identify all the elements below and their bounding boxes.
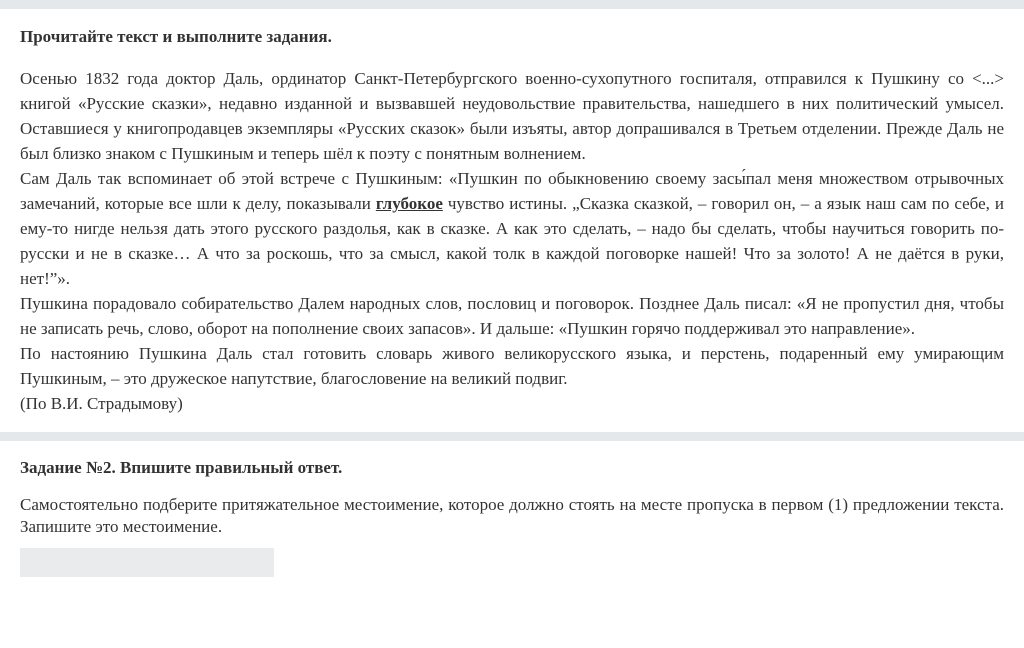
section-divider <box>0 432 1024 441</box>
task-description: Самостоятельно подберите притяжательное местоимение, которое должно стоять на месте пропуска в первом (1) предложении текста. Запишите это местоимение. <box>20 495 1004 536</box>
quote-text-after: чувство истины. „Сказка сказкой, – говорил он, – а язык наш сам по себе, и ему-то нигде нельзя дать этого русского раздолья, как в сказке. А как это сделать, – надо бы сделать, чтобы научиться говорить по-русски и не в сказке… А что за роскошь, что за смысл, какой толк в каждой поговорке нашей! Что за золото! А не даётся в руки, нет!”». <box>20 194 1004 288</box>
passage-paragraph-3: Пушкина порадовало собирательство Далем народных слов, пословиц и поговорок. Позднее Даль писал: «Я не пропустил дня, чтобы не записать речь, слово, оборот на пополнение своих запасов». И дальше: «Пушкин горячо поддерживал это направление». <box>20 294 1004 338</box>
task-section <box>0 458 1024 577</box>
top-divider <box>0 0 1024 9</box>
passage-paragraph-1: Осенью 1832 года доктор Даль, ординатор Санкт-Петербургского военно-сухопутного госпиталя, отправился к Пушкину со <...> книгой «Русские сказки», недавно изданной и вызвавшей неудовольствие правительства, нашедшего в них политический умысел. Оставшиеся у книгопродавцев экземпляры «Русских сказок» были изъяты, автор допрашивался в Третьем отделении. Прежде Даль не был близко знаком с Пушкиным и теперь шёл к поэту с понятным волнением. <box>20 69 1004 163</box>
passage-paragraph-2 <box>20 166 1004 291</box>
reading-section <box>0 27 1024 416</box>
passage-paragraph-4: По настоянию Пушкина Даль стал готовить словарь живого великорусского языка, и перстень, подаренный ему умирающим Пушкиным, – это дружеское напутствие, благословение на великий подвиг. <box>20 344 1004 388</box>
highlighted-word: глубокое <box>375 194 443 213</box>
task-title: Задание №2. Впишите правильный ответ. <box>20 458 343 477</box>
passage-source: (По В.И. Страдымову) <box>20 394 183 413</box>
reading-instruction: Прочитайте текст и выполните задания. <box>20 27 332 46</box>
quote-text-before: Сам Даль так вспоминает об этой встрече с Пушкиным: «Пушкин по обыкновению своему засы́пал меня множеством отрывочных замечаний, которые все шли к делу, показывали <box>20 169 1004 213</box>
answer-input[interactable] <box>20 548 274 577</box>
reading-passage <box>20 66 1004 416</box>
